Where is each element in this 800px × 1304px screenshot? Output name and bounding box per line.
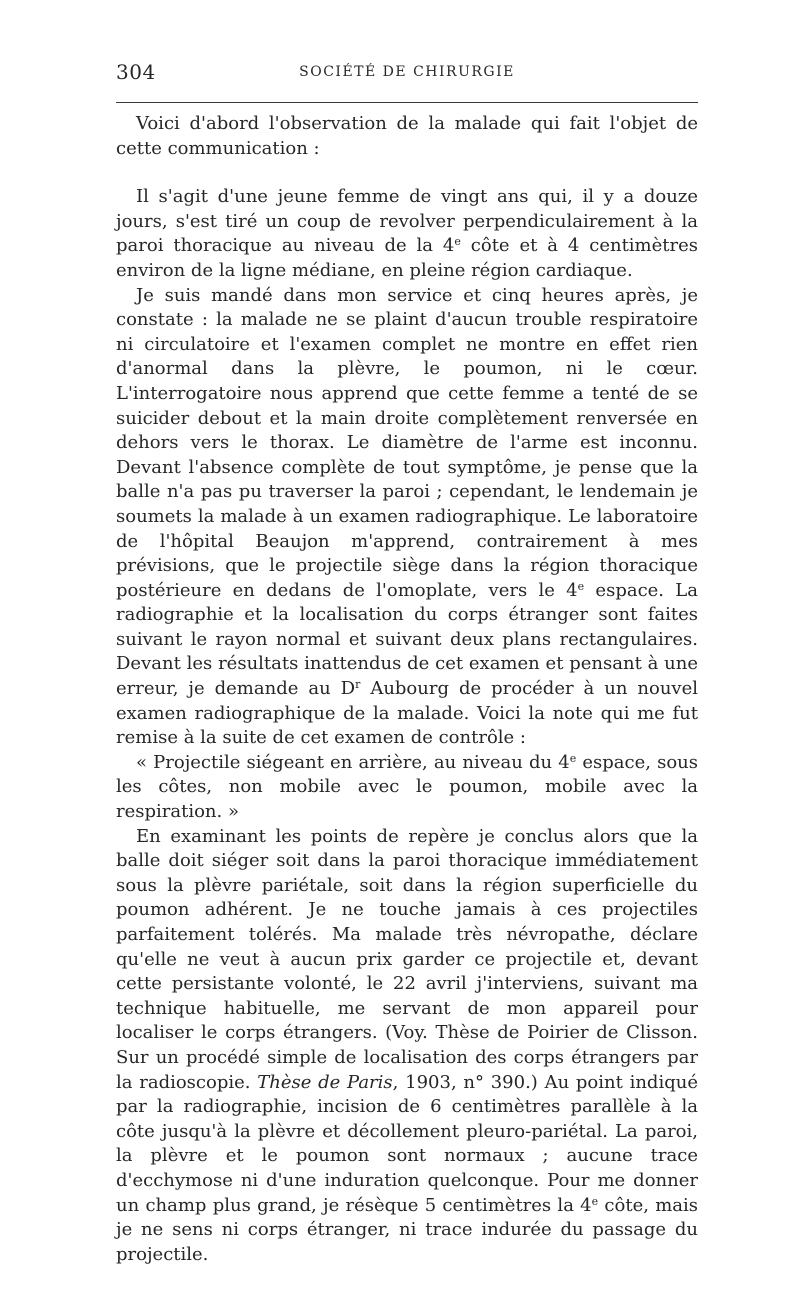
paragraph-quote [116, 751, 698, 825]
paragraph-examination-text-a: Je suis mandé dans mon service et cinq heures après, je constate : la malade ne se plaint d'aucun trouble respiratoire ni circulatoire et l'examen complet ne montre en effet rien d'anormal dans la plèvre, le poumon, ni le cœur. L'interrogatoire nous apprend que cette femme a tenté de se suicider debout et la main droite complètement renversée en dehors vers le thorax. Le diamètre de l'arme est inconnu. Devant l'absence complète de tout symptôme, je pense que la balle n'a pas pu traverser la paroi ; cependant, le lendemain je soumets la malade à un examen radiographique. Le laboratoire de l'hôpital Beaujon m'apprend, contrairement à mes prévisions, que le projectile siège dans la région thoracique postérieure en dedans de l'omoplate, vers le 4 [116, 284, 698, 601]
paragraph-intro [116, 112, 698, 161]
paragraph-quote-text-b: espace, sous les côtes, non mobile avec le poumon, mobile avec la respiration. » [116, 751, 698, 823]
page-number: 304 [116, 60, 156, 84]
paragraph-examination-text-b: espace. La radiographie et la localisation du corps étranger sont faites suivant le rayon normal et suivant deux plans rectangulaires. Devant les résultats inattendus de cet examen et pensant à une erreur, je demande au D [116, 579, 698, 700]
paragraph-examination-text-c: Aubourg de procéder à un nouvel examen radiographique de la malade. Voici la note qui me fut remise à la suite de cet examen de contrôle : [116, 678, 699, 749]
paragraph-operation [116, 825, 698, 1268]
paragraph-operation-text-c: côte, mais je ne sens ni corps étranger, ni trace indurée du passage du projectile. [116, 1194, 698, 1265]
running-title: SOCIÉTÉ DE CHIRURGIE [299, 64, 515, 80]
superscript: e [454, 235, 461, 249]
paragraph-quote-text-a: « Projectile siégeant en arrière, au niveau du 4 [136, 751, 570, 773]
paragraph-case-text-a: Il s'agit d'une jeune femme de vingt ans qui, il y a douze jours, s'est tiré un coup de revolver perpendiculairement à la paroi thoracique au niveau de la 4 [116, 186, 698, 257]
paragraph-operation-text-b: , 1903, n° 390.) Au point indiqué par la radiographie, incision de 6 centimètres parallèle à la côte jusqu'à la plèvre et décollement pleuro-pariétal. La paroi, la plèvre et le poumon sont normaux ; aucune trace d'ecchymose ni d'une induration quelconque. Pour me donner un champ plus grand, je résèque 5 centimètres la 4 [116, 1071, 698, 1216]
paragraph-intro-text: Voici d'abord l'observation de la malade qui fait l'objet de cette communication : [116, 113, 698, 159]
superscript: e [591, 1194, 599, 1208]
paragraph-examination [116, 284, 698, 751]
paragraph-case [116, 185, 698, 283]
superscript: r [355, 678, 361, 692]
body-text [116, 112, 698, 1267]
thesis-citation: Thèse de Paris [257, 1071, 393, 1093]
superscript: e [569, 751, 577, 765]
paragraph-operation-text-a: En examinant les points de repère je conclus alors que la balle doit siéger soit dans la paroi thoracique immédiatement sous la plèvre pariétale, soit dans la région superficielle du poumon adhérent. Je ne touche jamais à ces projectiles parfaitement tolérés. Ma malade très névropathe, déclare qu'elle ne veut à aucun prix garder ce projectile et, devant cette persistante volonté, le 22 avril j'interviens, suivant ma technique habituelle, me servant de mon appareil pour localiser le corps étrangers. (Voy. Thèse de Poirier de Clisson. Sur un procédé simple de localisation des corps étrangers par la radioscopie. [116, 825, 698, 1093]
header-rule [116, 102, 698, 103]
superscript: e [577, 579, 585, 593]
paragraph-case-text-b: côte et à 4 centimètres environ de la ligne médiane, en pleine région cardiaque. [116, 235, 699, 281]
page-header [116, 60, 698, 90]
